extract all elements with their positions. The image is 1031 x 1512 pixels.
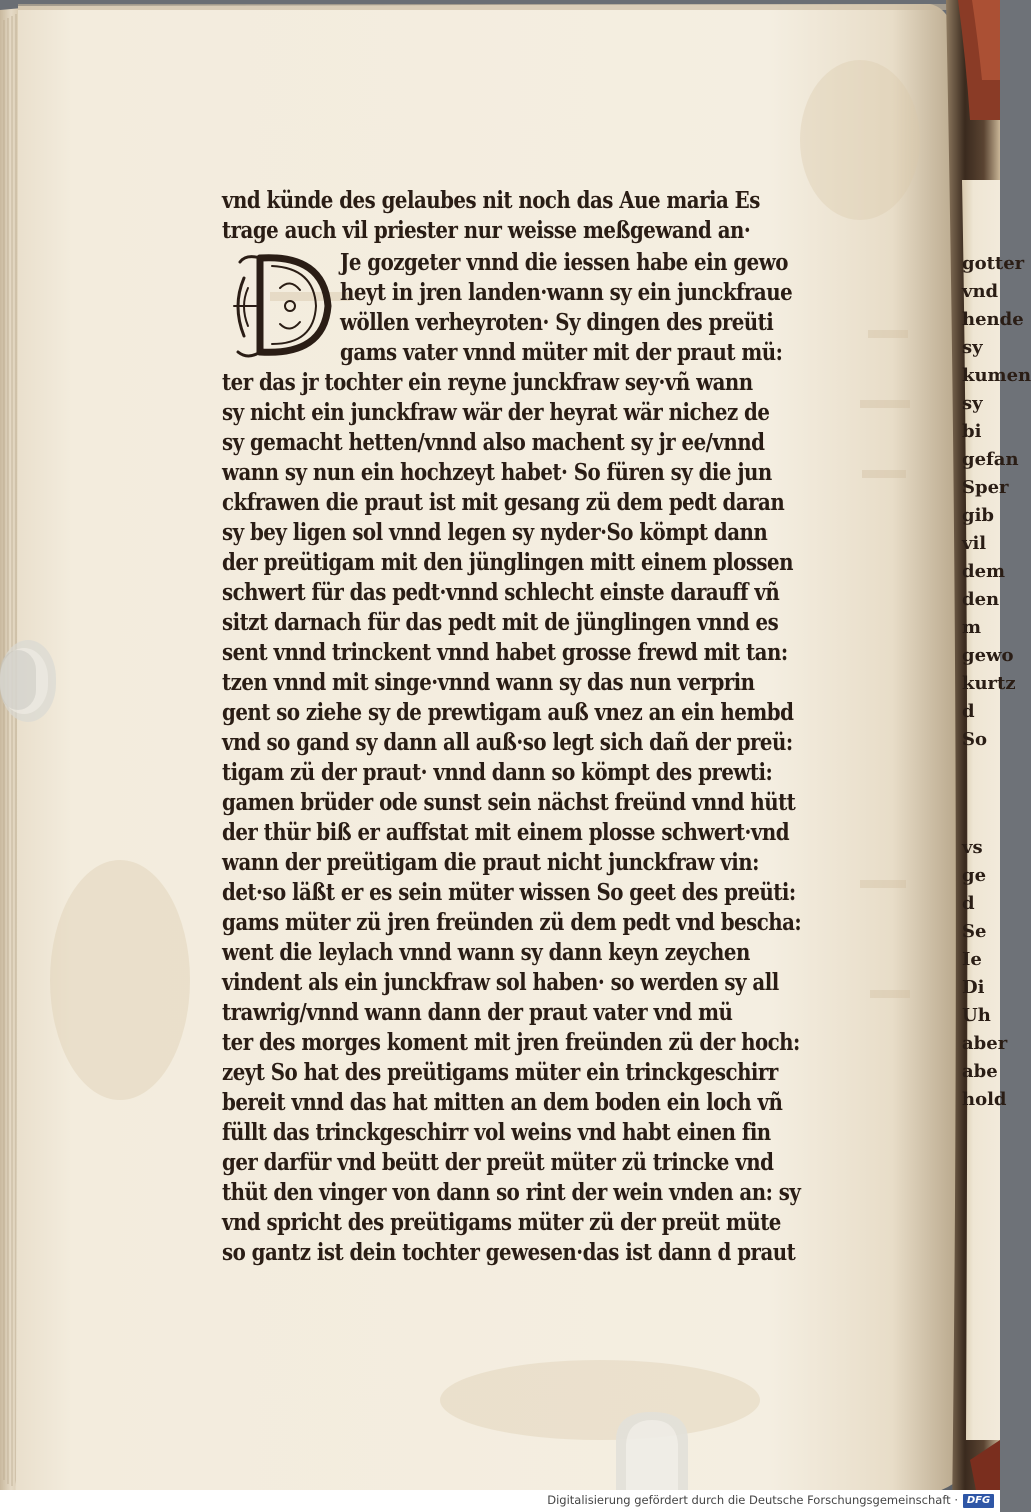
facing-page-text [962, 250, 1031, 1350]
facing-fragment: vnd [962, 281, 999, 302]
text-line: vnd spricht des preütigams müter zü der preüt müte [222, 1209, 781, 1236]
facing-fragment: sy [962, 337, 983, 358]
text-line: wann sy nun ein hochzeyt habet· So füren sy die jun [222, 459, 772, 486]
text-line: gams müter zü jren freünden zü dem pedt vnd bescha: [222, 909, 802, 936]
text-line: ger darfür vnd beütt der preüt müter zü trincke vnd [222, 1149, 774, 1176]
ornamental-initial-d-icon [226, 248, 336, 364]
facing-fragment: d So [962, 701, 988, 750]
text-line: wöllen verheyroten· Sy dingen des preüti [340, 309, 774, 336]
text-line: sitzt darnach für das pedt mit de jünglingen vnnd es [222, 609, 779, 636]
text-line: heyt in jren landen·wann sy ein junckfraue [340, 279, 793, 306]
text-line: sent vnnd trinckent vnnd habet grosse frewd mit tan: [222, 639, 788, 666]
text-line: wann der preütigam die praut nicht junckfraw vin: [222, 849, 759, 876]
text-line: gent so ziehe sy de prewtigam auß vnez an ein hembd [222, 699, 794, 726]
text-line: went die leylach vnnd wann sy dann keyn zeychen [222, 939, 750, 966]
text-line: tzen vnnd mit singe·vnnd wann sy das nun verprin [222, 669, 755, 696]
funding-credit: Digitalisierung gefördert durch die Deutsche Forschungsgemeinschaft · [547, 1493, 958, 1507]
facing-fragment: sy bi [962, 393, 983, 442]
text-line: sy nicht ein junckfraw wär der heyrat wär nichez de [222, 399, 770, 426]
text-line: zeyt So hat des preütigams müter ein trinckgeschirr [222, 1059, 778, 1086]
text-line: bereit vnnd das hat mitten an dem boden ein loch vñ [222, 1089, 783, 1116]
text-line: trawrig/vnnd wann dann der praut vater vnd mü [222, 999, 733, 1026]
text-line: ckfrawen die praut ist mit gesang zü dem pedt daran [222, 489, 785, 516]
facing-fragment: vs ge [962, 837, 987, 886]
text-line: sy bey ligen sol vnnd legen sy nyder·So kömpt dann [222, 519, 768, 546]
text-line: ter des morges koment mit jren freünden zü der hoch: [222, 1029, 800, 1056]
text-line: der preütigam mit den jünglingen mitt einem plossen [222, 549, 793, 576]
text-line: so gantz ist dein tochter gewesen·das ist dann d praut [222, 1239, 796, 1266]
text-line: vnd so gand sy dann all auß·so legt sich dañ der preü: [222, 729, 793, 756]
dfg-logo-icon: DFG [963, 1494, 994, 1508]
facing-fragment: gotter [962, 253, 1025, 274]
text-line: füllt das trinckgeschirr vol weins vnd habt einen fin [222, 1119, 771, 1146]
facing-fragment: kumen [962, 365, 1031, 386]
text-line: det·so läßt er es sein müter wissen So geet des preüti: [222, 879, 796, 906]
facing-fragment: hold [962, 1089, 1007, 1110]
text-line: sy gemacht hetten/vnnd also machent sy jr ee/vnnd [222, 429, 765, 456]
facing-fragment: Sper [962, 477, 1009, 498]
text-line: trage auch vil priester nur weisse meßgewand an· [222, 217, 751, 244]
text-line: Je gozgeter vnnd die iessen habe ein gewo [340, 249, 788, 276]
facing-fragment: kurtz [962, 673, 1016, 694]
text-line: der thür biß er auffstat mit einem plosse schwert·vnd [222, 819, 790, 846]
text-line: schwert für das pedt·vnnd schlecht einste darauff vñ [222, 579, 780, 606]
facing-fragment: Uh [962, 1005, 991, 1026]
text-line: thüt den vinger von dann so rint der wein vnden an: sy [222, 1179, 801, 1206]
facing-fragment: gewo [962, 645, 1014, 666]
text-line: tigam zü der praut· vnnd dann so kömpt des prewti: [222, 759, 773, 786]
facing-fragment: aber [962, 1033, 1008, 1054]
text-line: vnd künde des gelaubes nit noch das Aue maria Es [222, 187, 760, 214]
facing-fragment: hende [962, 309, 1024, 330]
text-line: gamen brüder ode sunst sein nächst freünd vnnd hütt [222, 789, 796, 816]
facing-fragment: Se [962, 921, 987, 942]
facing-fragment: d [962, 893, 975, 914]
facing-fragment: Di [962, 977, 985, 998]
facing-fragment: gib [962, 505, 995, 526]
facing-fragment: abe [962, 1061, 998, 1082]
facing-fragment: vil [962, 533, 987, 554]
text-line: vindent als ein junckfraw sol haben· so werden sy all [222, 969, 779, 996]
facing-fragment: gefan [962, 449, 1019, 470]
text-line: gams vater vnnd müter mit der praut mü: [340, 339, 783, 366]
funding-footer [0, 1490, 1000, 1512]
facing-fragment: den m [962, 589, 1000, 638]
facing-fragment: Ie [962, 949, 982, 970]
text-line: ter das jr tochter ein reyne junckfraw sey·vñ wann [222, 369, 753, 396]
facing-fragment: dem [962, 561, 1006, 582]
